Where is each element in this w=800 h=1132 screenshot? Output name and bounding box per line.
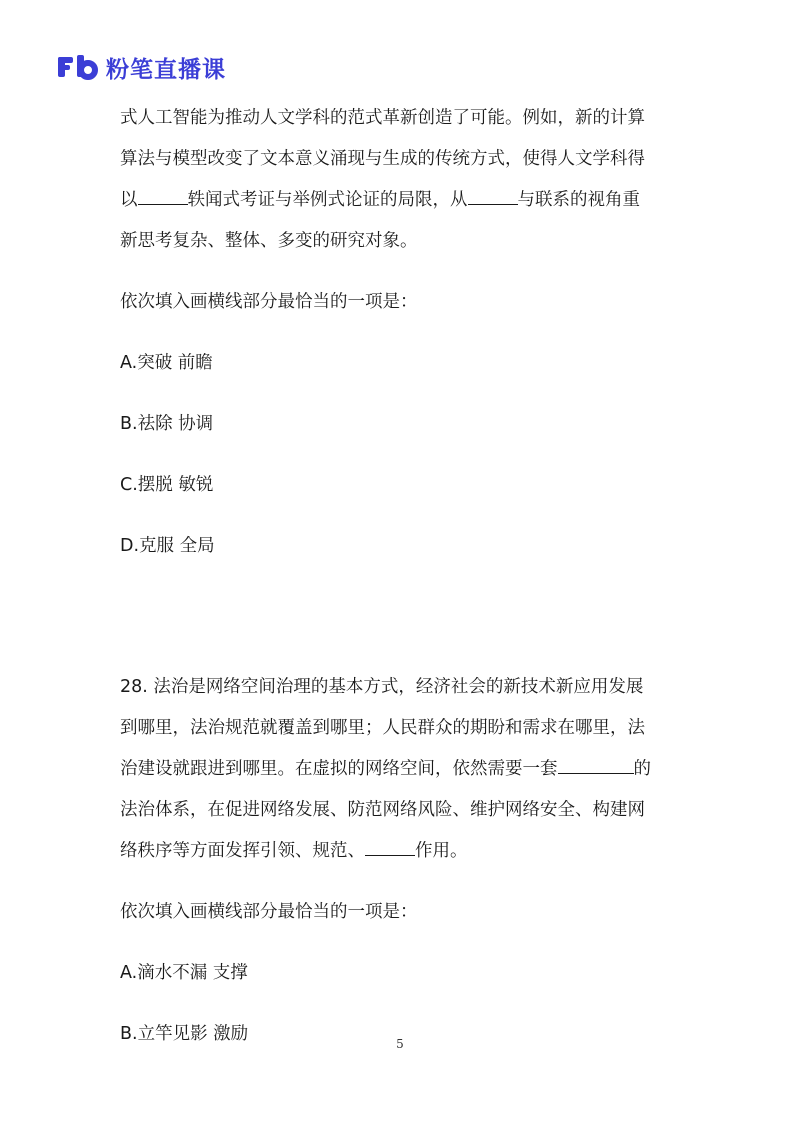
- text-fragment: 的: [633, 759, 651, 779]
- passage-line: [120, 180, 680, 221]
- fb-logo-icon: [56, 54, 98, 80]
- fill-blank: [365, 837, 415, 856]
- question-prompt: 依次填入画横线部分最恰当的一项是：: [120, 902, 418, 922]
- fill-blank: [138, 186, 188, 205]
- text-fragment: 与联系的视角重: [517, 190, 640, 210]
- text-fragment: 络秩序等方面发挥引领、规范、: [120, 841, 365, 861]
- option-a: A.滴水不漏 支撑: [120, 963, 248, 983]
- text-fragment: 以: [120, 190, 138, 210]
- option-c: C.摆脱 敏锐: [120, 475, 214, 495]
- page-number: 5: [396, 1037, 404, 1051]
- question-line: [120, 831, 680, 872]
- header: [56, 50, 226, 84]
- question-prompt: 依次填入画横线部分最恰当的一项是：: [120, 292, 418, 312]
- text-fragment: 治建设就跟进到哪里。在虚拟的网络空间，依然需要一套: [120, 759, 558, 779]
- option-a: A.突破 前瞻: [120, 353, 213, 373]
- question-line: [120, 749, 680, 790]
- fill-blank: [558, 755, 634, 774]
- brand-name: 粉笔直播课: [106, 56, 226, 83]
- text-fragment: 作用。: [415, 841, 468, 861]
- passage-line: 式人工智能为推动人文学科的范式革新创造了可能。例如，新的计算: [120, 108, 645, 128]
- question-line: 到哪里，法治规范就覆盖到哪里；人民群众的期盼和需求在哪里，法: [120, 718, 645, 738]
- passage-line: 新思考复杂、整体、多变的研究对象。: [120, 231, 418, 251]
- option-d: D.克服 全局: [120, 536, 215, 556]
- document-body: [120, 98, 680, 1055]
- option-b: B.立竿见影 激励: [120, 1024, 249, 1044]
- question-line: 法治体系，在促进网络发展、防范网络风险、维护网络安全、构建网: [120, 800, 645, 820]
- text-fragment: 轶闻式考证与举例式论证的局限，从: [187, 190, 468, 210]
- fill-blank: [468, 186, 518, 205]
- passage-line: 算法与模型改变了文本意义涌现与生成的传统方式，使得人文学科得: [120, 149, 645, 169]
- question-line: 28. 法治是网络空间治理的基本方式，经济社会的新技术新应用发展: [120, 677, 644, 697]
- option-b: B.祛除 协调: [120, 414, 214, 434]
